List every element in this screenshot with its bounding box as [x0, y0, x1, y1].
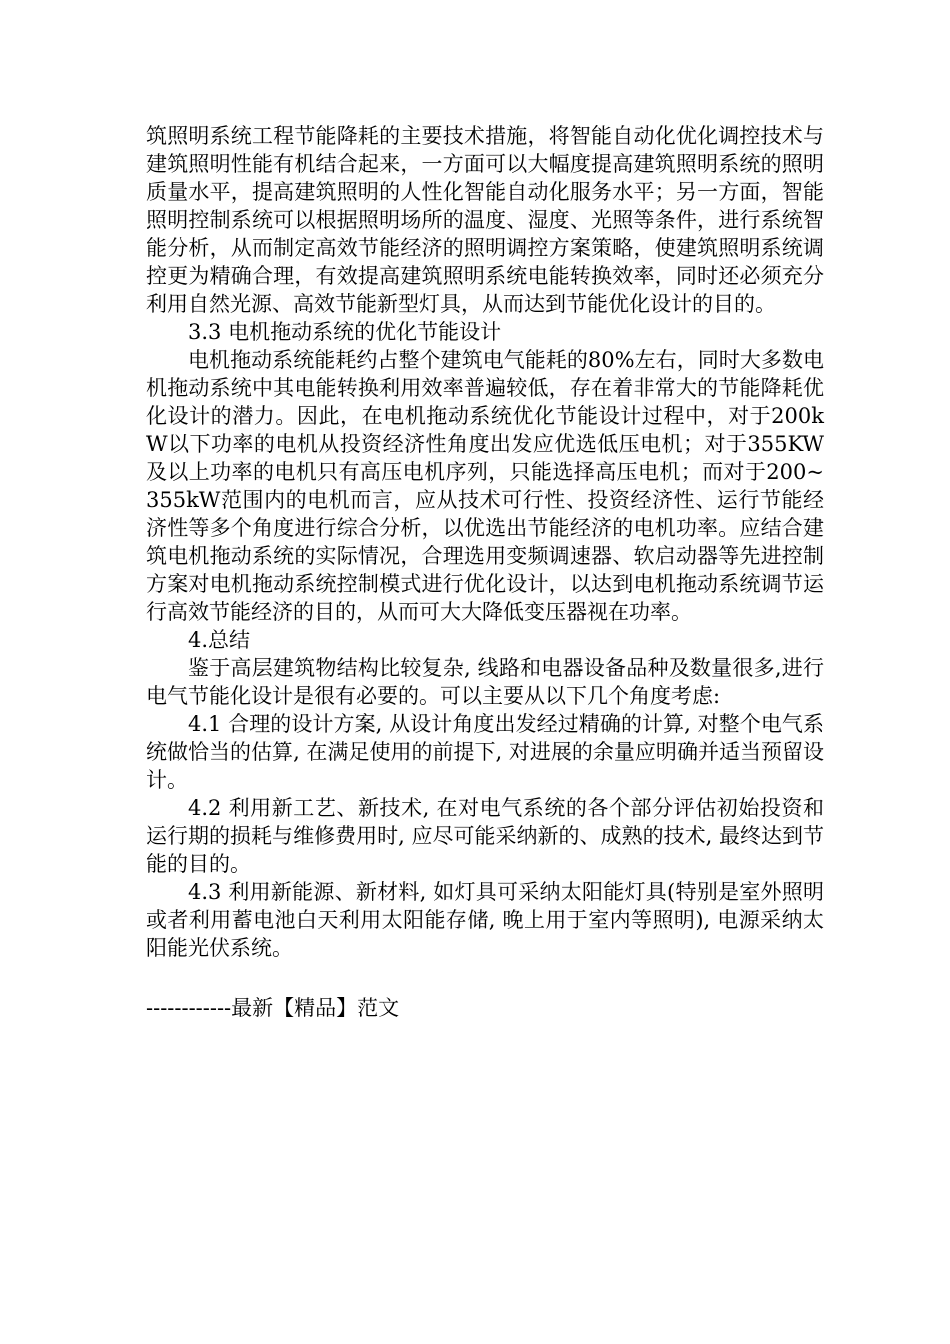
paragraph-4-3: 4.3 利用新能源、新材料, 如灯具可采纳太阳能灯具(特别是室外照明或者利用蓄电池白天利用太阳能存储, 晚上用于室内等照明), 电源采纳太阳能光伏系统。 — [146, 880, 824, 960]
paragraph-summary-intro: 鉴于高层建筑物结构比较复杂, 线路和电器设备品种及数量很多,进行电气节能化设计是很有必要的。可以主要从以下几个角度考虑: — [146, 656, 824, 708]
paragraph-4-2: 4.2 利用新工艺、新技术, 在对电气系统的各个部分评估初始投资和运行期的损耗与维修费用时, 应尽可能采纳新的、成熟的技术, 最终达到节能的目的。 — [146, 796, 824, 876]
section-heading-3-3: 3.3 电机拖动系统的优化节能设计 — [188, 320, 502, 344]
paragraph-motor-drive: 电机拖动系统能耗约占整个建筑电气能耗的80%左右，同时大多数电机拖动系统中其电能转换利用效率普遍较低，存在着非常大的节能降耗优化设计的潜力。因此，在电机拖动系统优化节能设计过程中，对于200kW以下功率的电机从投资经济性角度出发应优选低压电机；对于355KW及以上功率的电机只有高压电机序列，只能选择高压电机；而对于200~355kW范围内的电机而言，应从技术可行性、投资经济性、运行节能经济性等多个角度进行综合分析，以优选出节能经济的电机功率。应结合建筑电机拖动系统的实际情况，合理选用变频调速器、软启动器等先进控制方案对电机拖动系统控制模式进行优化设计，以达到电机拖动系统调节运行高效节能经济的目的，从而可大大降低变压器视在功率。 — [146, 348, 824, 624]
section-heading-4: 4.总结 — [188, 628, 251, 652]
page-footer: ------------最新【精品】范文 — [146, 996, 400, 1020]
paragraph-4-1: 4.1 合理的设计方案, 从设计角度出发经过精确的计算, 对整个电气系统做恰当的估算, 在满足使用的前提下, 对进展的余量应明确并适当预留设计。 — [146, 712, 824, 792]
paragraph-lighting-control: 筑照明系统工程节能降耗的主要技术措施，将智能自动化优化调控技术与建筑照明性能有机结合起来，一方面可以大幅度提高建筑照明系统的照明质量水平，提高建筑照明的人性化智能自动化服务水平；另一方面，智能照明控制系统可以根据照明场所的温度、湿度、光照等条件，进行系统智能分析，从而制定高效节能经济的照明调控方案策略，使建筑照明系统调控更为精确合理，有效提高建筑照明系统电能转换效率，同时还必须充分利用自然光源、高效节能新型灯具，从而达到节能优化设计的目的。 — [146, 124, 824, 316]
document-body — [146, 122, 824, 962]
